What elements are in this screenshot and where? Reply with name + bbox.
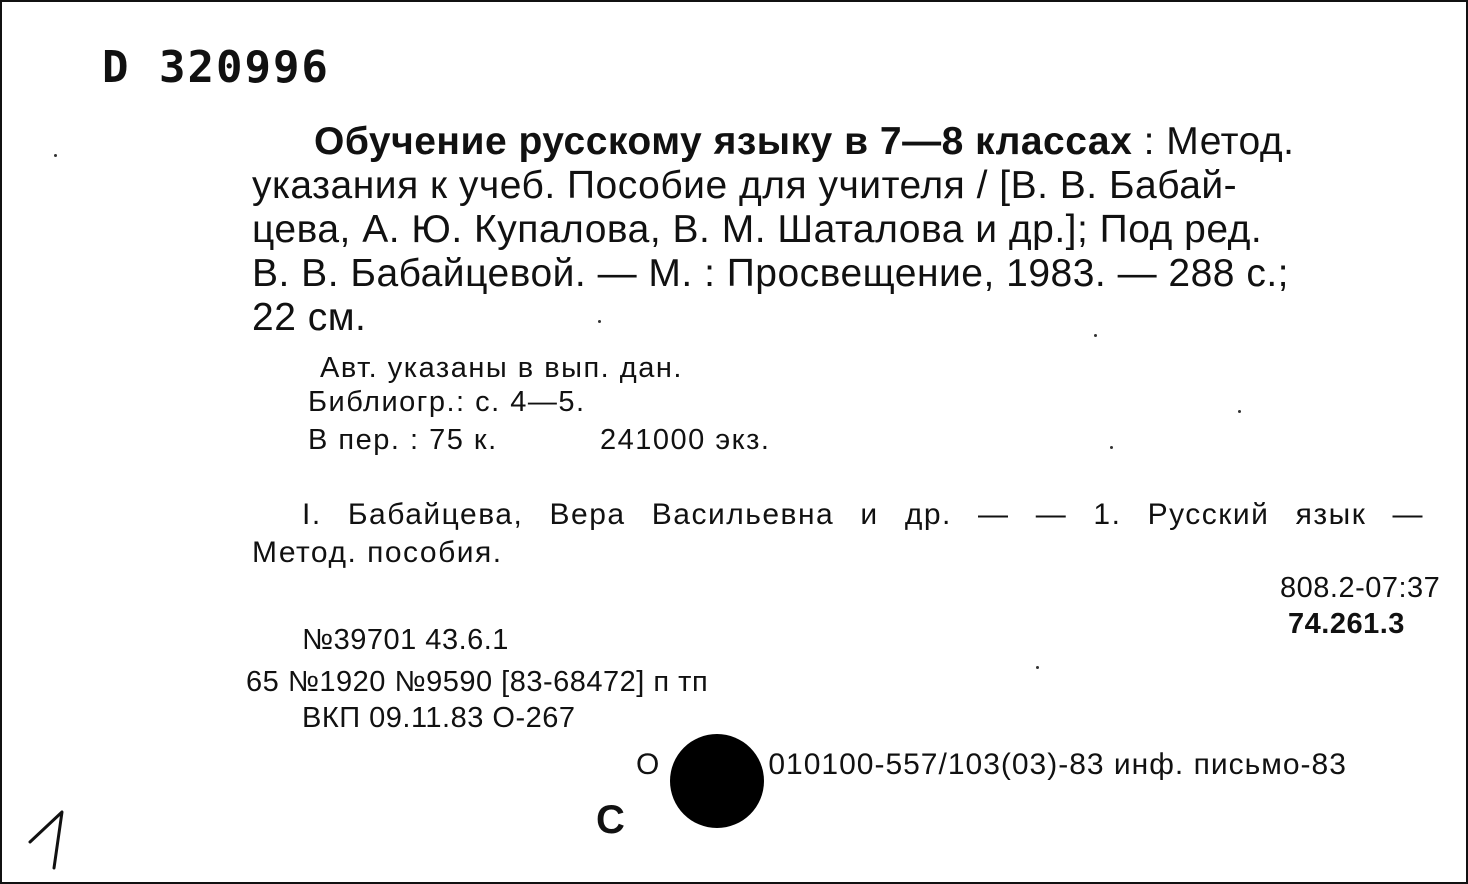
tracings (252, 496, 1424, 572)
speck (598, 320, 601, 323)
entry-line-4: В. В. Бабайцевой. — М. : Просвещение, 1983. — 288 с.; (252, 252, 1289, 295)
vkp-code: ВКП 09.11.83 О-267 (302, 702, 576, 734)
punch-hole-dot (670, 734, 764, 828)
speck (1036, 666, 1039, 669)
speck (1110, 446, 1113, 449)
speck (1094, 334, 1097, 337)
handwritten-number-icon (24, 808, 74, 872)
speck (54, 154, 57, 157)
note-copies: 241000 экз. (600, 424, 771, 456)
entry-line-3: цева, А. Ю. Купалова, В. М. Шаталова и др.]; Под ред. (252, 208, 1263, 251)
speck (1238, 410, 1241, 413)
entry-line-5: 22 см. (252, 296, 367, 339)
note-authors: Авт. указаны в вып. дан. (320, 352, 683, 384)
bbk-index: 74.261.3 (1288, 608, 1405, 640)
udc-index: 808.2-07:37 (1280, 572, 1441, 604)
entry-line-1 (252, 120, 1427, 164)
entry-line-2: указания к учеб. Пособие для учителя / [В. В. Бабай- (252, 164, 1238, 207)
order-numbers: 65 №1920 №9590 [83-68472] п тп (246, 666, 709, 698)
inventory-number: №39701 43.6.1 (302, 624, 509, 656)
catalog-code: D 320996 (102, 42, 330, 93)
entry-line-1-rest: : Метод. (1143, 120, 1295, 163)
book-title: Обучение русскому языку в 7—8 классах (314, 120, 1133, 163)
tracing-line-1: I. Бабайцева, Вера Васильевна и др. — — 1. Русский язык — (302, 498, 1424, 531)
publisher-code-rest: 010100-557/103(03)-83 инф. письмо-83 (768, 748, 1347, 781)
bibliographic-entry (252, 120, 1427, 340)
publisher-code-prefix: О (636, 748, 661, 781)
letter-mark: С (596, 798, 625, 842)
note-bibliography: Библиогр.: с. 4—5. (308, 386, 586, 418)
tracing-line-2: Метод. пособия. (252, 536, 503, 569)
note-price: В пер. : 75 к. (308, 424, 498, 456)
